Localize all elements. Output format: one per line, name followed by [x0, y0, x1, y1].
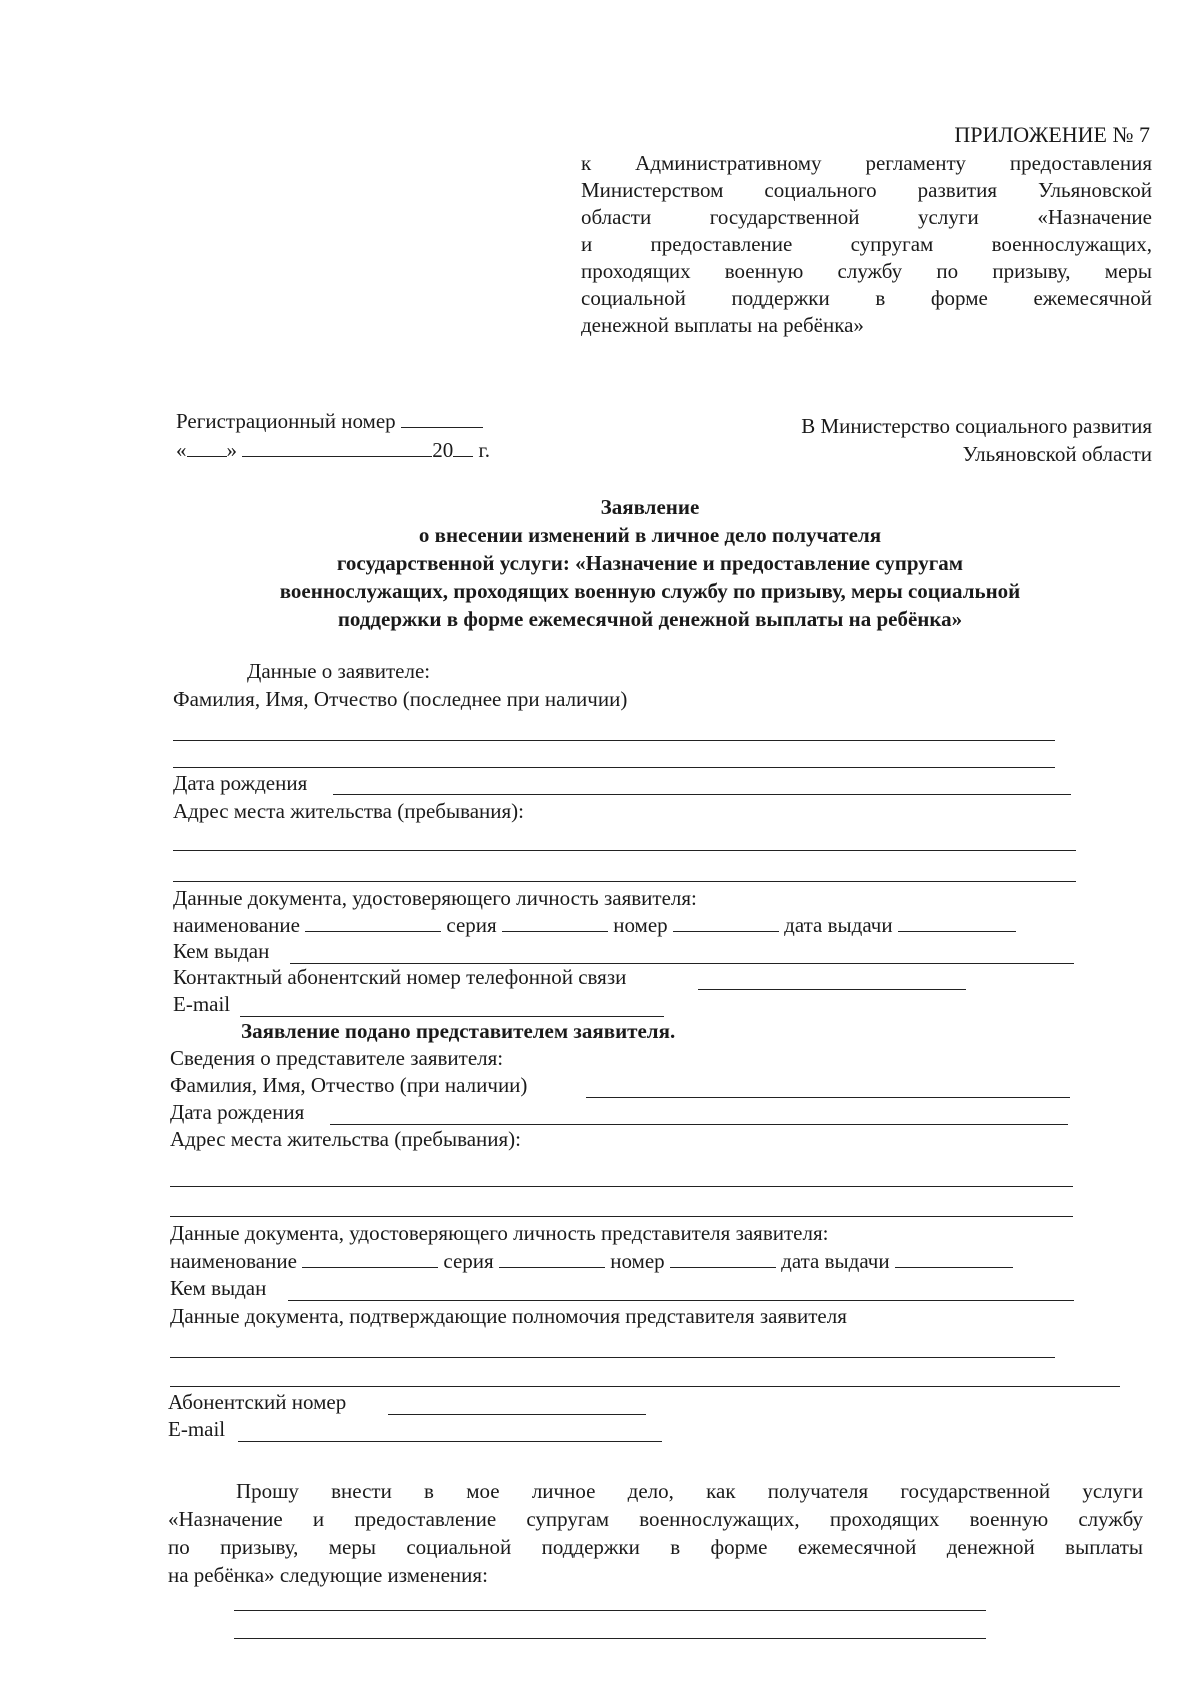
doc-date-label: дата выдачи: [784, 913, 893, 937]
doc-series-label: серия: [443, 1249, 494, 1273]
applicant-doc-date-field[interactable]: [898, 913, 1016, 932]
representative-issued-label: Кем выдан: [170, 1276, 267, 1300]
representative-issued-field[interactable]: [288, 1300, 1074, 1301]
representative-doc-series-field[interactable]: [499, 1249, 605, 1268]
representative-email-field[interactable]: [238, 1441, 662, 1442]
date-quote-close: »: [226, 438, 237, 462]
title-line: о внесении изменений в личное дело получателя: [418, 523, 882, 547]
registration-label: Регистрационный номер: [176, 409, 396, 433]
representative-authority-label: Данные документа, подтверждающие полномочия представителя заявителя: [170, 1304, 847, 1328]
title-line: поддержки в форме ежемесячной денежной выплаты на ребёнка»: [337, 607, 963, 631]
representative-phone-label: Абонентский номер: [168, 1390, 347, 1414]
representative-fio-label: Фамилия, Имя, Отчество (при наличии): [170, 1073, 528, 1097]
date-day-field[interactable]: [187, 438, 227, 457]
regulation-line: и предоставление супругам военнослужащих,: [581, 232, 1152, 256]
registration-number-field[interactable]: [401, 409, 483, 428]
date-year-field[interactable]: [453, 438, 473, 457]
representative-birth-field[interactable]: [330, 1124, 1068, 1125]
registration-number: [176, 408, 483, 434]
representative-section-label: Сведения о представителе заявителя:: [170, 1046, 504, 1070]
regulation-line: Министерством социального развития Ульяновской: [581, 178, 1152, 202]
regulation-line: области государственной услуги «Назначение: [581, 205, 1152, 229]
doc-date-label: дата выдачи: [781, 1249, 890, 1273]
regulation-line: проходящих военную службу по призыву, меры: [581, 259, 1152, 283]
representative-address-field-2[interactable]: [170, 1216, 1073, 1217]
doc-name-label: наименование: [173, 913, 300, 937]
applicant-doc-label: Данные документа, удостоверяющего личность заявителя:: [173, 886, 697, 910]
doc-number-label: номер: [610, 1249, 665, 1273]
request-line: «Назначение и предоставление супругам военнослужащих, проходящих военную службу: [168, 1507, 1143, 1531]
representative-email-label: E-mail: [168, 1417, 226, 1441]
representative-doc-row: [170, 1248, 1013, 1274]
title-line: военнослужащих, проходящих военную службу по призыву, меры социальной: [279, 579, 1021, 603]
representative-doc-label: Данные документа, удостоверяющего личность представителя заявителя:: [170, 1221, 829, 1245]
changes-field[interactable]: [234, 1610, 986, 1611]
applicant-phone-field[interactable]: [698, 989, 966, 990]
applicant-birth-label: Дата рождения: [173, 771, 308, 795]
representative-fio-field[interactable]: [586, 1097, 1070, 1098]
applicant-doc-row: [173, 912, 1016, 938]
applicant-doc-number-field[interactable]: [673, 913, 779, 932]
applicant-address-field-2[interactable]: [173, 881, 1076, 882]
request-last-line: на ребёнка» следующие изменения:: [168, 1563, 488, 1587]
doc-number-label: номер: [613, 913, 668, 937]
applicant-doc-name-field[interactable]: [305, 913, 441, 932]
applicant-issued-label: Кем выдан: [173, 939, 270, 963]
regulation-line: денежной выплаты на ребёнка»: [581, 313, 864, 337]
representative-doc-name-field[interactable]: [302, 1249, 438, 1268]
representative-authority-field[interactable]: [170, 1357, 1055, 1358]
representative-phone-field[interactable]: [388, 1414, 646, 1415]
representative-heading: Заявление подано представителем заявителя.: [241, 1019, 676, 1043]
applicant-fio-field-2[interactable]: [173, 767, 1055, 768]
doc-name-label: наименование: [170, 1249, 297, 1273]
title-line: государственной услуги: «Назначение и предоставление супругам: [336, 551, 964, 575]
representative-authority-field-2[interactable]: [170, 1386, 1120, 1387]
regulation-line: к Административному регламенту предоставления: [581, 151, 1152, 175]
applicant-phone-label: Контактный абонентский номер телефонной связи: [173, 965, 627, 989]
representative-doc-date-field[interactable]: [895, 1249, 1013, 1268]
representative-address-field[interactable]: [170, 1186, 1073, 1187]
date-year-suffix: г.: [478, 438, 490, 462]
applicant-section-label: Данные о заявителе:: [247, 659, 431, 683]
registration-date: [176, 437, 490, 463]
representative-address-label: Адрес места жительства (пребывания):: [170, 1127, 522, 1151]
request-line: Прошу внести в мое личное дело, как получателя государственной услуги: [236, 1479, 1143, 1503]
applicant-fio-label: Фамилия, Имя, Отчество (последнее при наличии): [173, 687, 628, 711]
title-line: Заявление: [600, 495, 700, 519]
applicant-address-field[interactable]: [173, 850, 1076, 851]
applicant-email-field[interactable]: [240, 1016, 664, 1017]
applicant-address-label: Адрес места жительства (пребывания):: [173, 799, 525, 823]
appendix-number: ПРИЛОЖЕНИЕ № 7: [954, 122, 1150, 147]
request-line: по призыву, меры социальной поддержки в форме ежемесячной денежной выплаты: [168, 1535, 1143, 1559]
regulation-line: социальной поддержки в форме ежемесячной: [581, 286, 1152, 310]
doc-series-label: серия: [446, 913, 497, 937]
representative-birth-label: Дата рождения: [170, 1100, 305, 1124]
date-year-prefix: 20: [432, 438, 454, 462]
applicant-birth-field[interactable]: [333, 794, 1071, 795]
date-month-field[interactable]: [242, 438, 432, 457]
representative-doc-number-field[interactable]: [670, 1249, 776, 1268]
recipient-line-2: Ульяновской области: [962, 442, 1152, 466]
date-quote-open: «: [176, 438, 187, 462]
applicant-email-label: E-mail: [173, 992, 231, 1016]
changes-field-2[interactable]: [234, 1638, 986, 1639]
applicant-fio-field[interactable]: [173, 740, 1055, 741]
applicant-doc-series-field[interactable]: [502, 913, 608, 932]
recipient-line-1: В Министерство социального развития: [801, 414, 1152, 438]
